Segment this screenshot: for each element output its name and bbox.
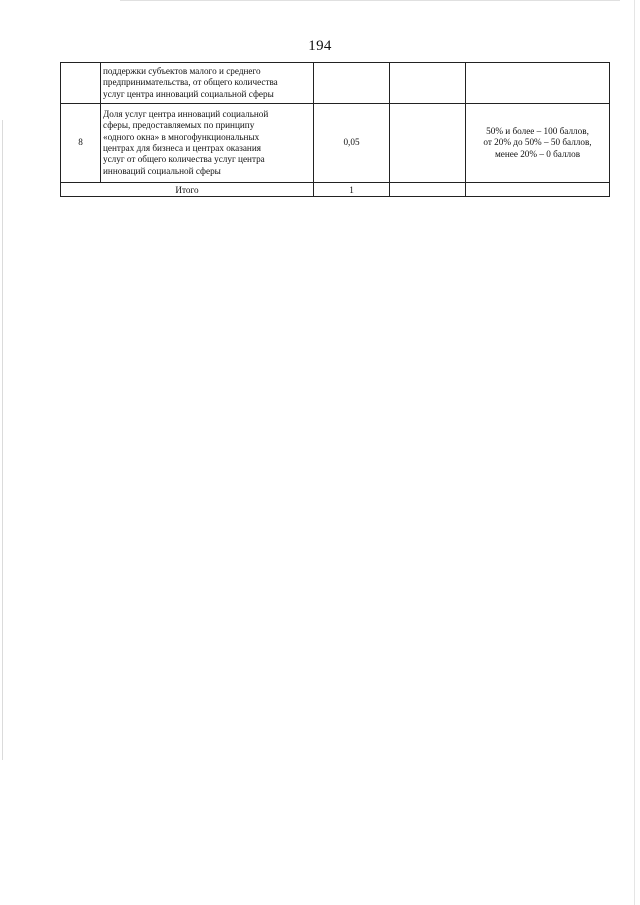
- indicator-name-line: инноваций социальной сферы: [103, 165, 221, 176]
- weight-cell: [314, 63, 390, 104]
- scale-cell: [466, 63, 610, 104]
- empty-cell: [390, 104, 466, 183]
- criteria-table: [60, 62, 610, 197]
- row-number-cell: 8: [61, 104, 101, 183]
- total-label-cell: Итого: [61, 183, 314, 197]
- empty-cell: [390, 63, 466, 104]
- total-weight-cell: 1: [314, 183, 390, 197]
- table-row-total: [61, 183, 610, 197]
- row-number-cell: [61, 63, 101, 104]
- weight-cell: 0,05: [314, 104, 390, 183]
- indicator-name-line: поддержки субъектов малого и среднего: [103, 66, 261, 77]
- scale-line: от 20% до 50% – 50 баллов,: [483, 137, 592, 148]
- page-number: 194: [308, 38, 332, 54]
- scale-cell: [466, 183, 610, 197]
- scan-edge-top: [120, 0, 620, 1]
- indicator-name-line: центрах для бизнеса и центрах оказания: [103, 143, 261, 153]
- scan-edge-right: [634, 0, 635, 905]
- indicator-name-line: Доля услуг центра инноваций социальной: [103, 109, 269, 120]
- indicator-name-line: услуг от общего количества услуг центра: [103, 154, 265, 165]
- scale-line: 50% и более – 100 баллов,: [486, 126, 589, 137]
- scale-line: менее 20% – 0 баллов: [494, 148, 581, 159]
- scan-edge-left: [2, 120, 3, 760]
- indicator-name-cell: [101, 63, 314, 104]
- empty-cell: [390, 183, 466, 197]
- table-row-continuation: [61, 63, 610, 104]
- scale-cell: [466, 104, 610, 183]
- table-row-8: [61, 104, 610, 183]
- indicator-name-line: предпринимательства, от общего количества: [103, 77, 278, 88]
- indicator-name-line: «одного окна» в многофункциональных: [103, 131, 260, 142]
- indicator-name-line: сферы, предоставляемых по принципу: [103, 120, 255, 131]
- indicator-name-cell: [101, 104, 314, 183]
- indicator-name-line: услуг центра инноваций социальной сферы: [103, 88, 274, 99]
